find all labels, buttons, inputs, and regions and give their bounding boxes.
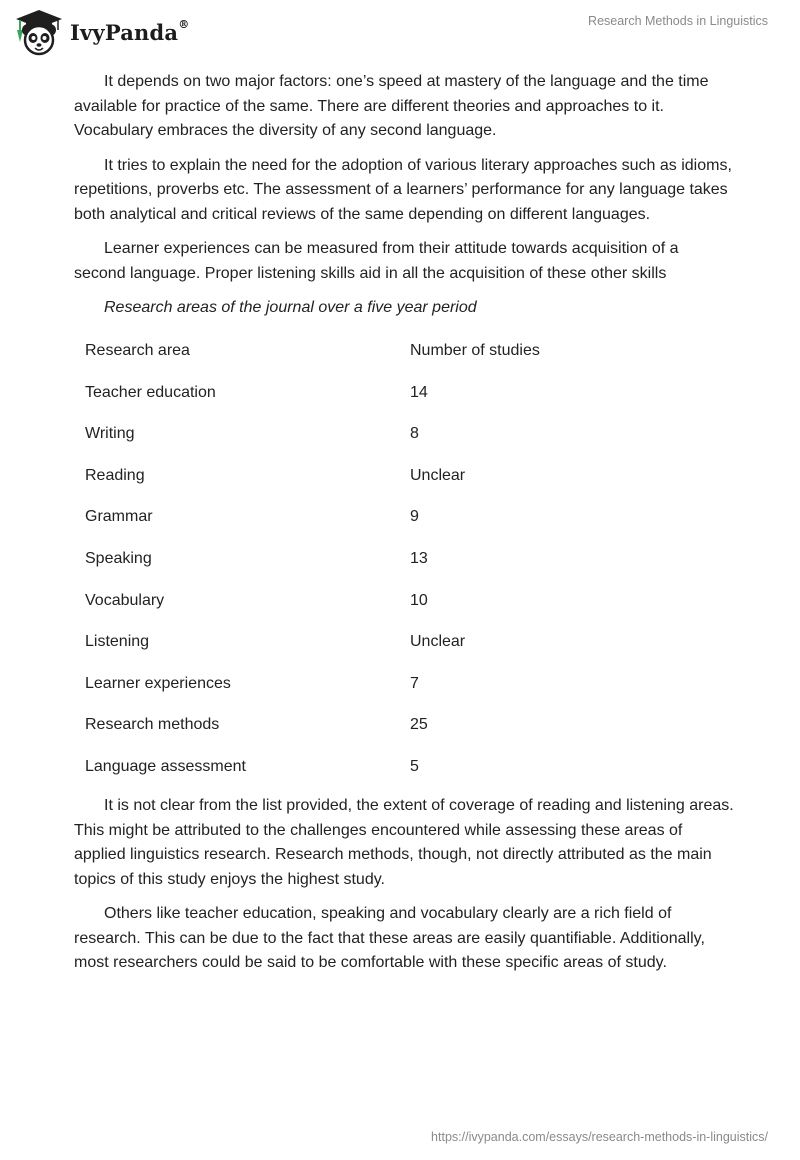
table-row <box>74 455 710 497</box>
research-area-cell: Listening <box>85 633 150 651</box>
table-row <box>74 663 710 705</box>
panda-logo-icon <box>14 8 64 56</box>
study-count-cell: 7 <box>410 674 419 692</box>
essay-content <box>74 70 734 986</box>
study-count-cell: 5 <box>410 757 419 775</box>
research-area-cell: Research methods <box>85 716 220 734</box>
research-area-cell: Speaking <box>85 550 152 568</box>
study-count-cell: Unclear <box>410 633 466 651</box>
table-row <box>74 538 710 580</box>
research-area-cell: Learner experiences <box>85 674 231 692</box>
paragraph: It tries to explain the need for the adoption of various literary approaches such as idioms, repetitions, proverbs etc. The assessment of a learners’ performance for any language takes both analytical and critical reviews of the same depending on different languages. <box>74 156 732 223</box>
table-row <box>74 622 710 664</box>
research-area-cell: Writing <box>85 425 135 443</box>
table-row <box>74 746 710 788</box>
study-count-cell: 9 <box>410 508 419 526</box>
registered-mark: ® <box>178 17 190 31</box>
research-area-cell: Reading <box>85 466 145 484</box>
ivypanda-logo[interactable] <box>14 8 189 56</box>
research-area-cell: Language assessment <box>85 757 246 775</box>
paragraph: It depends on two major factors: one’s speed at mastery of the language and the time available for practice of the same. There are different theories and approaches to it. Vocabulary embraces the diversity of any second language. <box>74 73 709 139</box>
study-count-cell: 25 <box>410 716 428 734</box>
table-caption: Research areas of the journal over a five year period <box>104 299 477 316</box>
study-count-cell: 8 <box>410 425 419 443</box>
research-area-cell: Grammar <box>85 508 153 526</box>
study-count-cell: 13 <box>410 550 428 568</box>
table-row <box>74 705 710 747</box>
study-count-cell: Unclear <box>410 466 466 484</box>
table-header-row <box>74 331 710 373</box>
column-header-number-of-studies: Number of studies <box>410 342 540 360</box>
table-row <box>74 497 710 539</box>
research-area-cell: Vocabulary <box>85 591 165 609</box>
paragraph: It is not clear from the list provided, the extent of coverage of reading and listening areas. This might be attributed to the challenges encountered while assessing these areas of applied linguistics research. Research methods, though, not directly attributed as the main topics of this study enjoys the highest study. <box>74 797 734 888</box>
source-url-link[interactable]: https://ivypanda.com/essays/research-methods-in-linguistics/ <box>431 1130 768 1144</box>
column-header-research-area: Research area <box>85 342 190 360</box>
study-count-cell: 10 <box>410 591 428 609</box>
page-header <box>0 0 800 62</box>
table-row <box>74 372 710 414</box>
research-areas-table <box>74 331 710 789</box>
table-row <box>74 580 710 622</box>
document-title: Research Methods in Linguistics <box>588 14 768 28</box>
logo-wordmark: IvyPanda® <box>70 17 190 45</box>
table-row <box>74 414 710 456</box>
paragraph: Others like teacher education, speaking and vocabulary clearly are a rich field of research. This can be due to the fact that these areas are easily quantifiable. Additionally, most researchers could be said to be comfortable with these specific areas of study. <box>74 905 705 972</box>
study-count-cell: 14 <box>410 383 428 401</box>
paragraph: Learner experiences can be measured from their attitude towards acquisition of a second language. Proper listening skills aid in all the acquisition of these other skills <box>74 240 679 282</box>
research-area-cell: Teacher education <box>85 383 216 401</box>
